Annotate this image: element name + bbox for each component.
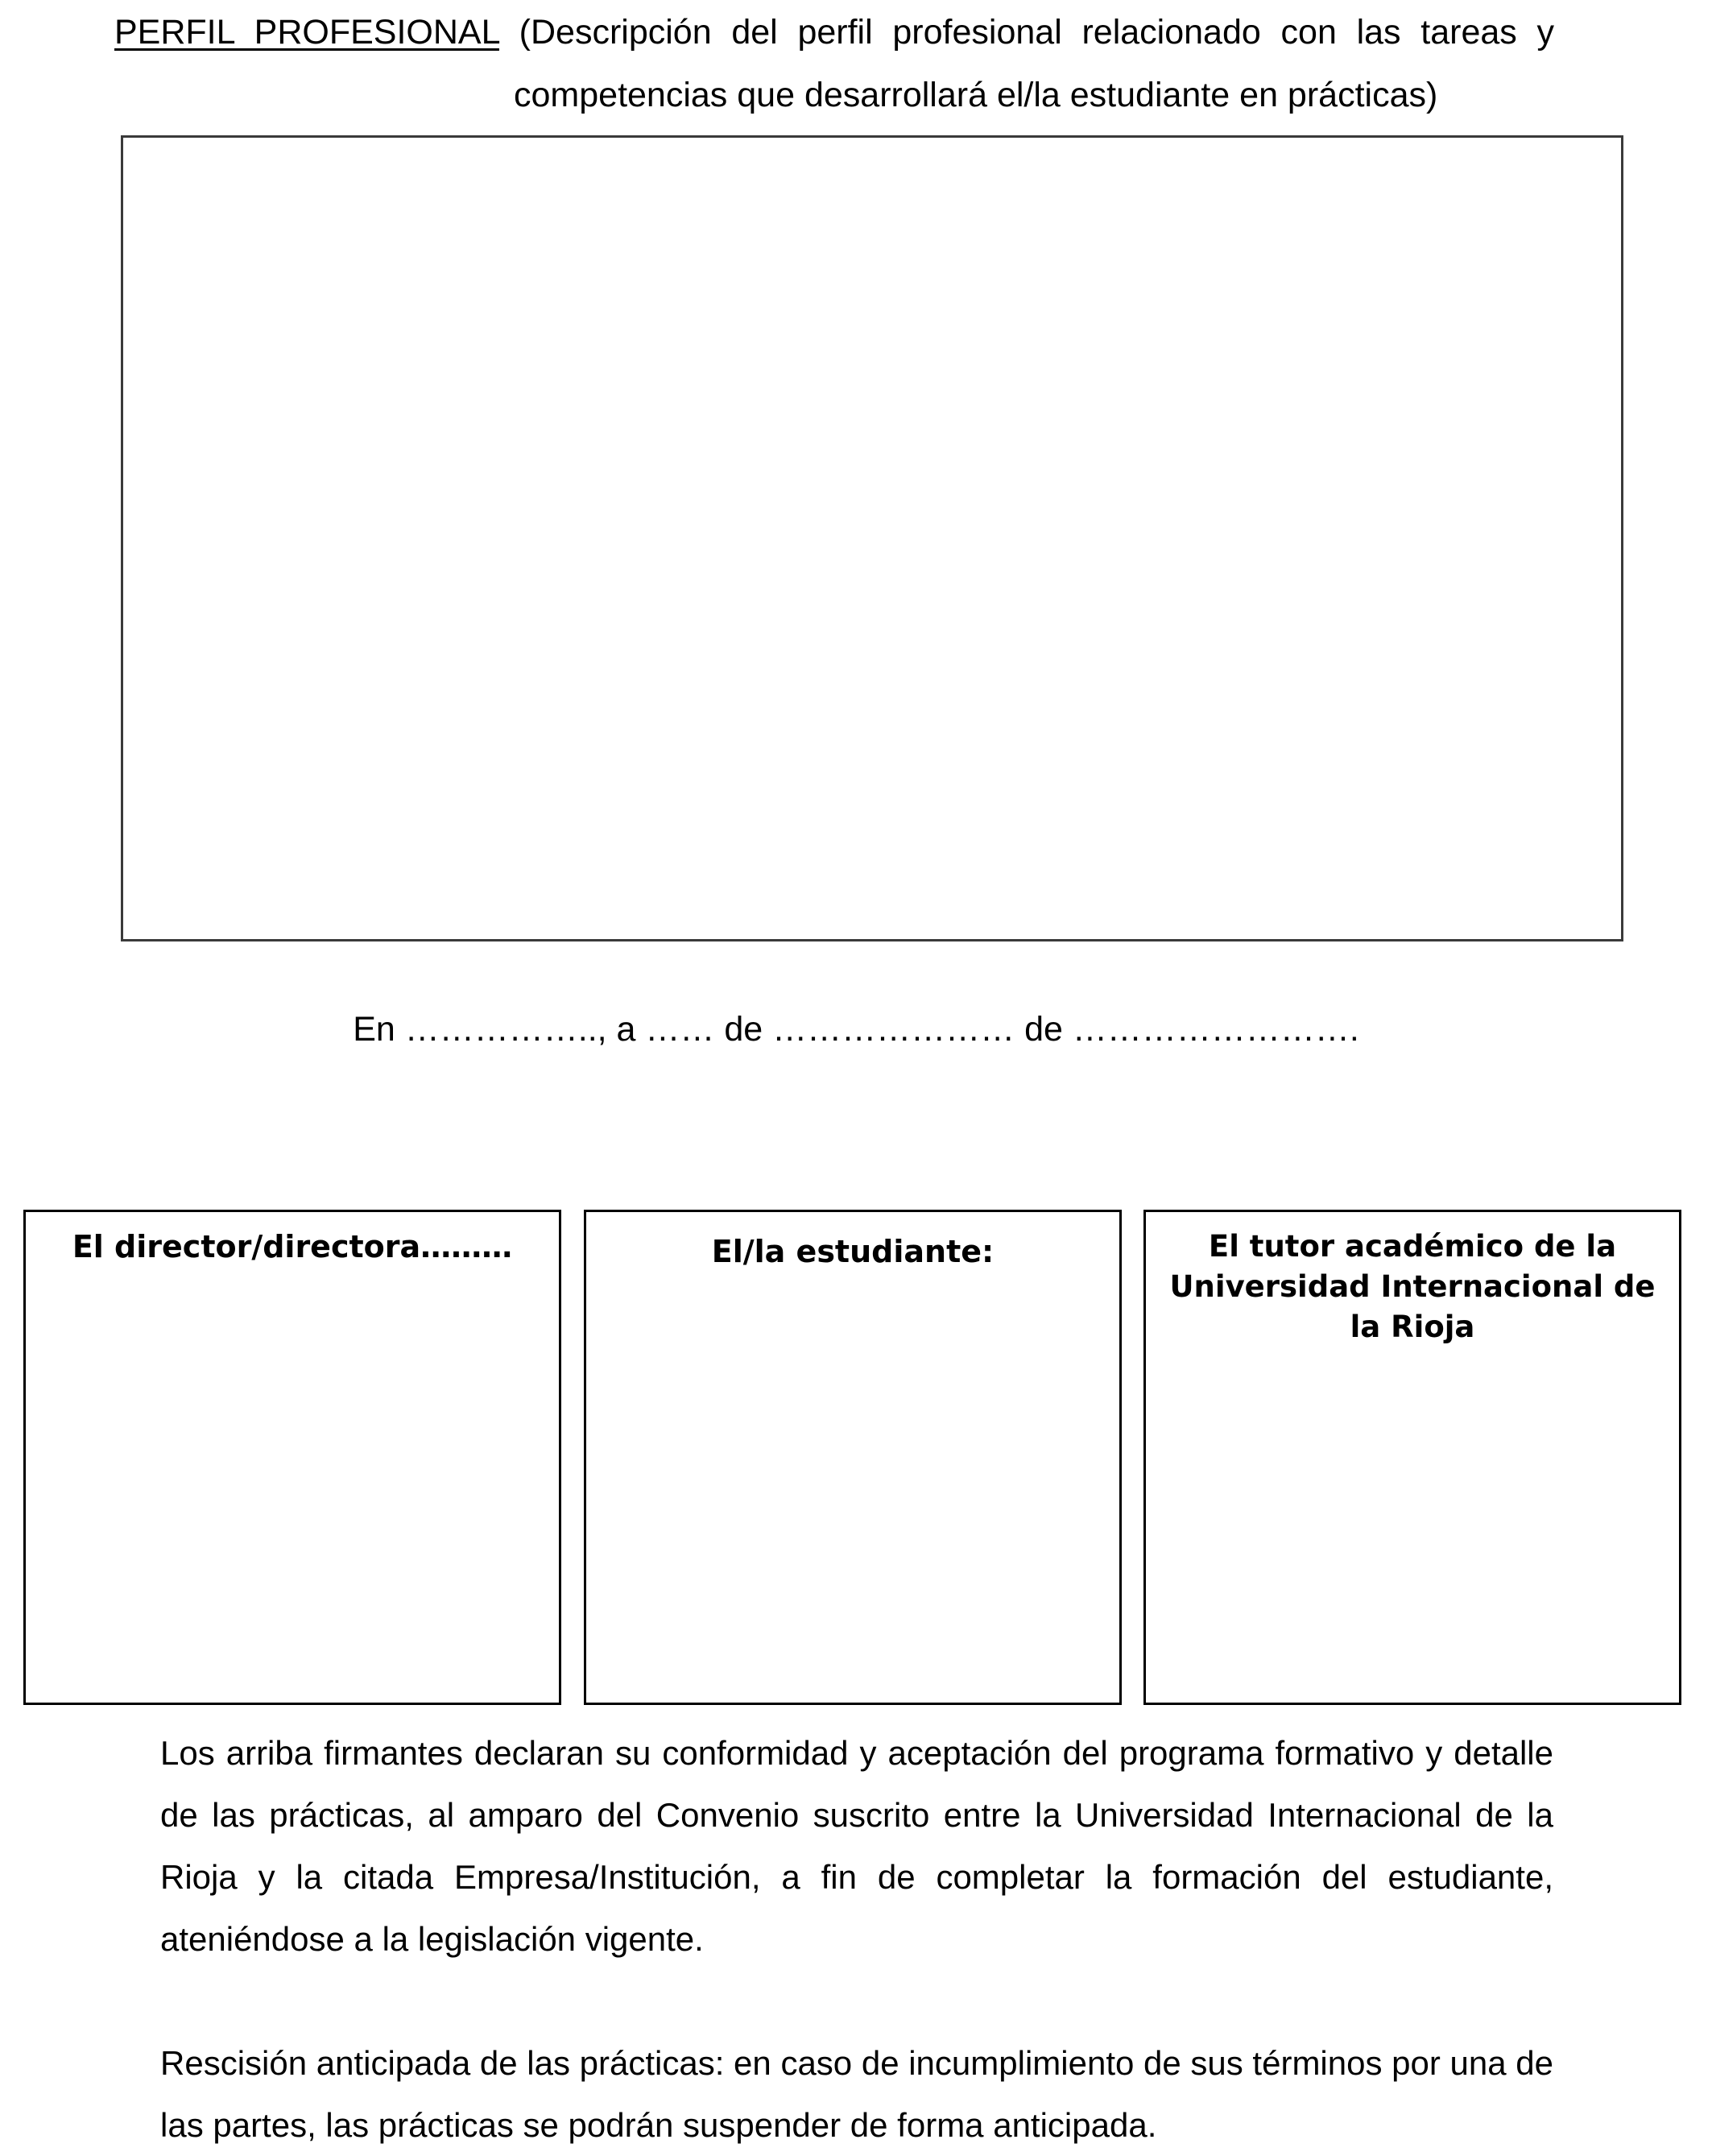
agreement-paragraph: Los arriba firmantes declaran su conformidad y aceptación del programa formativo y detalle de las prácticas, al amparo del Convenio suscrito entre la Universidad Internacional de la Rioja y la citada Empresa/Institución, a fin de completar la formación del estudiante, ateniéndose a la legislación vigente. xyxy=(160,1734,1553,1958)
signature-label-student: El/la estudiante: xyxy=(711,1234,995,1269)
signature-box-director[interactable] xyxy=(23,1210,561,1705)
signature-label-academic-tutor: El tutor académico de la Universidad Internacional de la Rioja xyxy=(1169,1229,1656,1344)
termination-paragraph: Rescisión anticipada de las prácticas: en caso de incumplimiento de sus términos por una de las partes, las prácticas se podrán suspender de forma anticipada. xyxy=(160,2044,1553,2144)
profile-description-box[interactable] xyxy=(121,135,1623,941)
section-description-line1: (Descripción del perfil profesional relacionado con las tareas y xyxy=(519,13,1555,52)
section-description-line2: competencias que desarrollará el/la estudiante en prácticas) xyxy=(514,76,1438,114)
signature-box-student[interactable] xyxy=(584,1210,1122,1705)
signature-box-academic-tutor[interactable] xyxy=(1143,1210,1681,1705)
place-date-line: En …………….., a …… de ………………… de ……………………. xyxy=(353,1010,1359,1049)
section-heading xyxy=(114,8,1554,56)
signature-label-director: El director/directora……… xyxy=(72,1229,513,1264)
section-title: PERFIL PROFESIONAL xyxy=(114,13,499,52)
